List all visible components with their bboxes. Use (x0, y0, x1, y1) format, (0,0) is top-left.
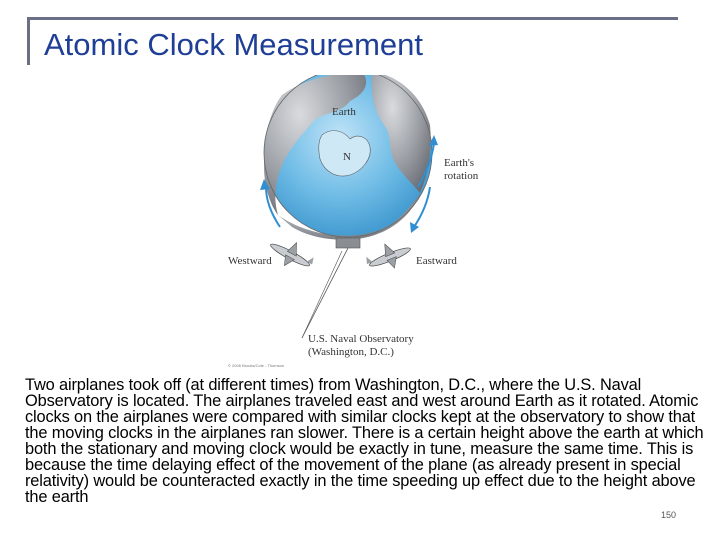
slide-body-text: Two airplanes took off (at different times) from Washington, D.C., where the U.S. Naval Observatory is located. The airplanes traveled east and west around Earth as it rotated. Atomic clocks on the airplanes were compared with similar clocks kept at the observatory to show that the moving clocks in the airplanes ran slower. There is a certain height above the earth at which both the stationary and moving clock would be exactly in tune, measure the same time. This is because the time delaying effect of the movement of the plane (as already present in special relativity) would be counteracted exactly in the time speeding up effect due to the height above the earth (25, 376, 704, 506)
earth-figure (222, 75, 502, 375)
airplane-west (265, 232, 318, 277)
westward-label: Westward (228, 255, 272, 267)
north-label: N (343, 151, 351, 163)
title-frame-top (27, 17, 678, 20)
eastward-arrow-head (410, 222, 419, 233)
slide-title: Atomic Clock Measurement (44, 27, 424, 62)
rotation-label-1: Earth's (444, 157, 475, 169)
globe-base (336, 238, 360, 248)
figure-credit: © 2006 Brooks/Cole - Thomson (228, 363, 285, 368)
eastward-label: Eastward (416, 255, 457, 267)
observatory-label-2: (Washington, D.C.) (308, 346, 394, 358)
title-frame-left (27, 17, 30, 65)
page-number: 150 (661, 510, 677, 520)
earth-diagram (222, 75, 502, 375)
rotation-label-2: rotation (444, 170, 479, 182)
earth-label: Earth (332, 106, 356, 118)
airplane-east (363, 236, 415, 277)
observatory-label-1: U.S. Naval Observatory (308, 333, 414, 345)
